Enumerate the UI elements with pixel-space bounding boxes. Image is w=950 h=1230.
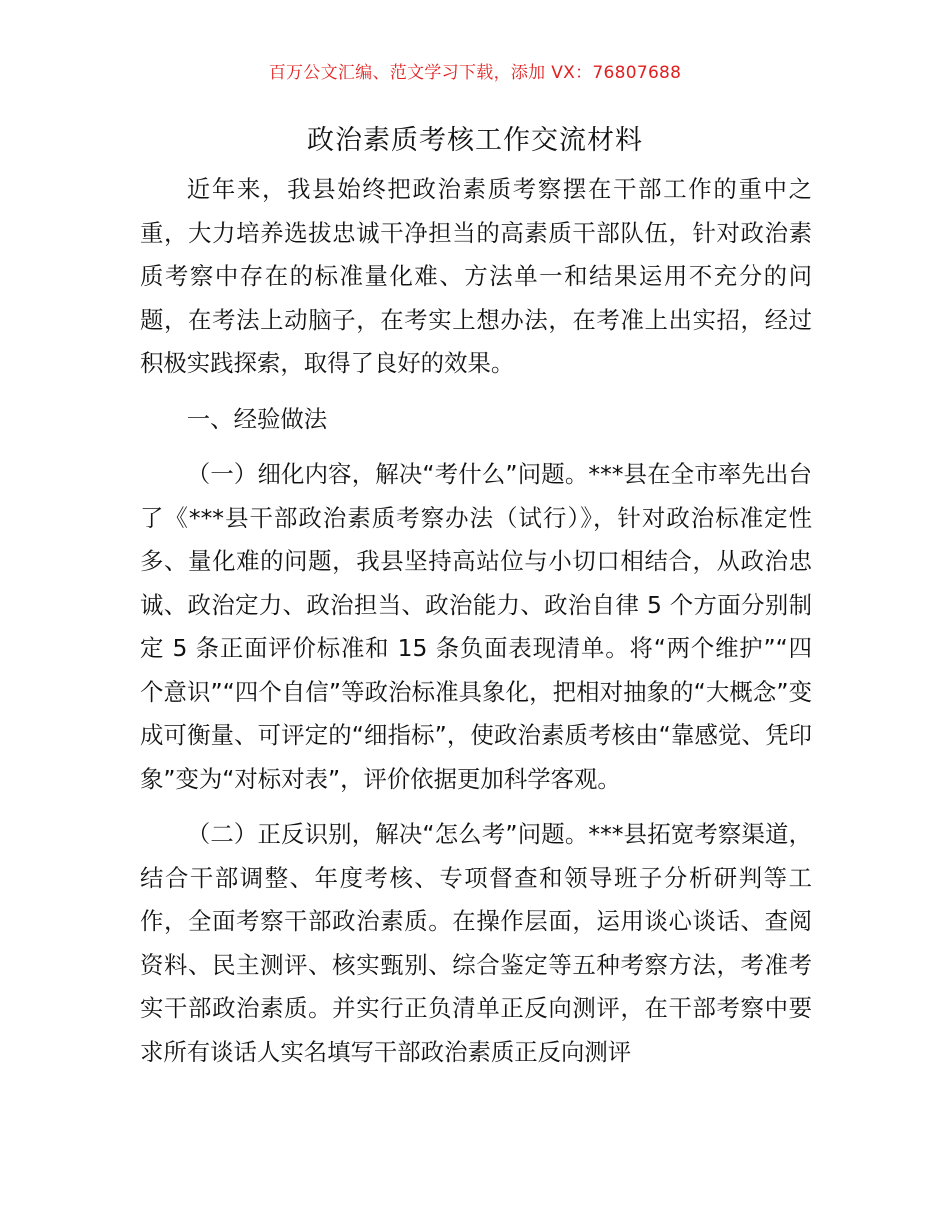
paragraph-item-2: （二）正反识别，解决“怎么考”问题。***县拓宽考察渠道，结合干部调整、年度考核、专项督查和领导班子分析研判等工作，全面考察干部政治素质。在操作层面，运用谈心谈话、查阅资料、民主测评、核实甄别、综合鉴定等五种考察方法，考准考实干部政治素质。并实行正负清单正反向测评，在干部考察中要求所有谈话人实名填写干部政治素质正反向测评	[140, 820, 812, 1066]
intro-paragraph: 近年来，我县始终把政治素质考察摆在干部工作的重中之重，大力培养选拔忠诚干净担当的高素质干部队伍，针对政治素质考察中存在的标准量化难、方法单一和结果运用不充分的问题，在考法上动脑子，在考实上想办法，在考准上出实招，经过积极实践探索，取得了良好的效果。	[140, 175, 812, 377]
section-heading-experience: 一、经验做法	[186, 404, 328, 433]
paragraph-item-1: （一）细化内容，解决“考什么”问题。***县在全市率先出台了《***县干部政治素质考察办法（试行）》，针对政治标准定性多、量化难的问题，我县坚持高站位与小切口相结合，从政治忠诚、政治定力、政治担当、政治能力、政治自律 5 个方面分别制定 5 条正面评价标准和 15 条负面表现清单。将“两个维护”“四个意识”“四个自信”等政治标准具象化，把相对抽象的“大概念”变成可衡量、可评定的“细指标”，使政治素质考核由“靠感觉、凭印象”变为“对标对表”，评价依据更加科学客观。	[140, 460, 812, 793]
document-title: 政治素质考核工作交流材料	[307, 125, 643, 156]
header-note: 百万公文汇编、范文学习下载，添加 VX：76807688	[268, 63, 682, 83]
document-body	[140, 168, 812, 1074]
